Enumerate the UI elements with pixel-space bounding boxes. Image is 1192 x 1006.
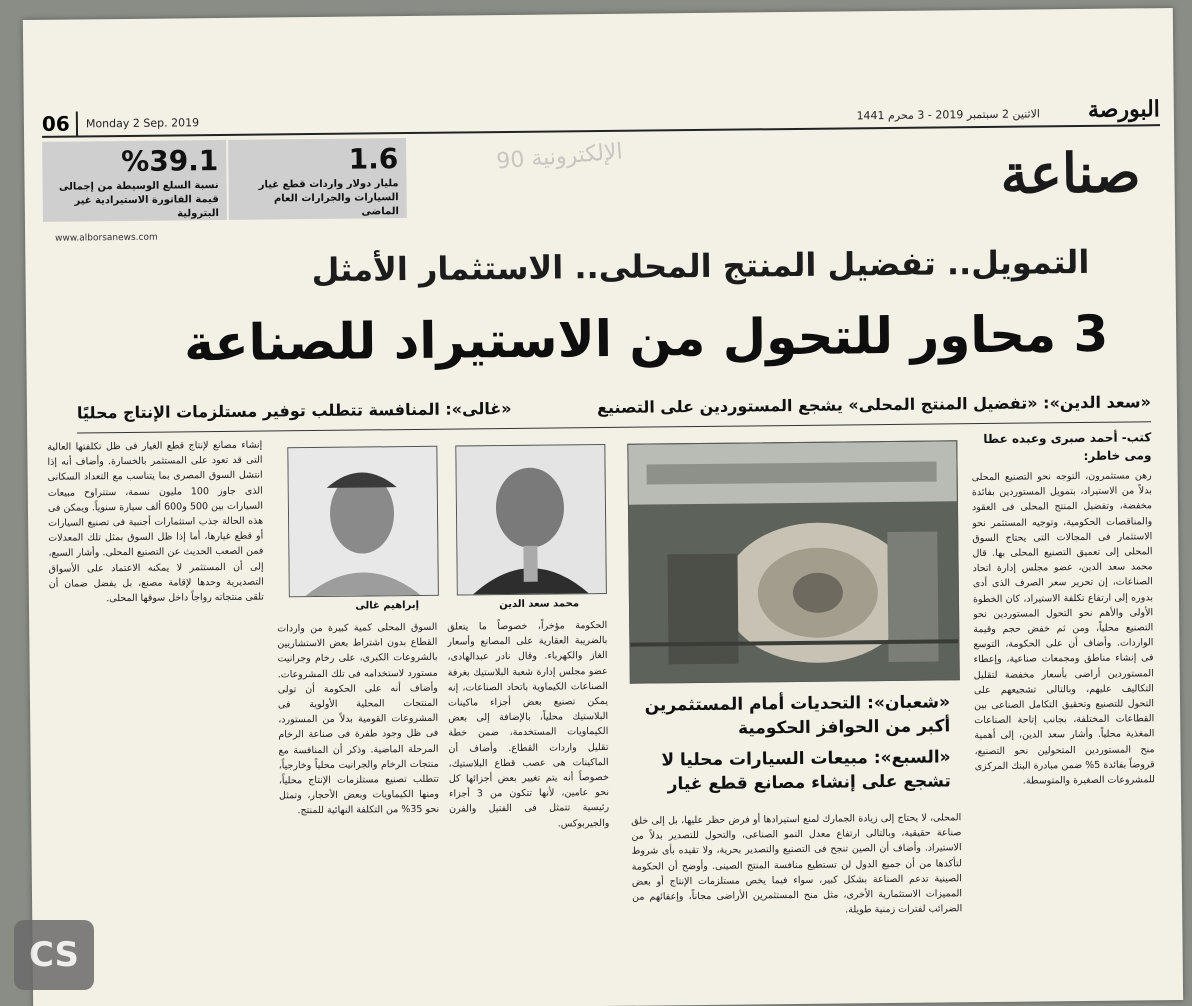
newspaper-page xyxy=(23,8,1183,1006)
stat-label: مليار دولار واردات قطع غيار السيارات والجرارات العام الماضى xyxy=(258,178,399,218)
factory-photo xyxy=(627,440,959,683)
photo-caption-ghaly: إبراهيم غالى xyxy=(355,599,420,612)
portrait-image xyxy=(455,445,606,596)
column-text: إنشاء مصانع لإنتاج قطع الغيار فى ظل تكلفتها العالية التى قد تعود على المستثمر بالخسارة. وأضاف أنه إذا انتشل السوق المصرى بما يتناسب مع التعداد السكانى الذى جاوز 100 مليون نسمة، ستتراوح مبيعات السيارات بين 500 و600 ألف سيارة سنوياً. ويمكن فى هذه الحالة جذب استثمارات أجنبية فى تصنيع السيارات أو قطع غيارها، أما إذا ظل السوق بمثل تلك المعدلات فمن الصعب الحديث عن التصنيع المحلى. وأشار السبع، إلى أن المستثمر لا يمكنه الاعتماد على الأسواق التصديرية وحدها لإقامة مصنع، بل يفضل ضمان أن تلقى منتجاته رواجاً داخل سوقها المحلى. xyxy=(47,439,264,605)
ink-stamp: الإلكترونية 90 xyxy=(495,139,624,175)
byline-authors: كتب- أحمد صبرى وعبده عطا xyxy=(983,430,1152,447)
factory-machinery-image xyxy=(627,441,959,683)
stat-box-spare-parts xyxy=(228,138,407,220)
page-number: 06 xyxy=(42,111,78,135)
column-text: السوق المحلى كمية كبيرة من واردات القطاع بدون اشتراط بعض الاستشاريين بالشروعات الكبرى، على رخام وجرانيت مستورد لاستخدامه فى تلك المشروعات. وأضاف أنه على الحكومة أن تولى المنتجات المحلية الأولوية فى المشروعات القومية بدلاً من المستورد، فى ظل وجود طفرة فى صناعة الرخام المرحلة الماضية. وذكر أن المنافسة مع منتجات الرخام والجرانيت محلياً وخارجياً، تتطلب تصنيع مستلزمات الإنتاج محلياً، ومنها الكيماويات وبعض الأحجار، وتمثل نحو 35% من التكلفة النهائية للمنتج. xyxy=(277,621,440,817)
camscanner-logo: CS xyxy=(14,920,94,990)
column-text: رهن مستثمرون، التوجه نحو التصنيع المحلى بدلاً من الاستيراد، بتمويل المستوردين بفائدة مخفضة، وتفضيل المنتج المحلى فى العقود والمناقصات الحكومية، وتوجيه المستثمر نحو الاستثمار فى المجالات التى يحتاج السوق المحلى إلى تعميق التصنيع المحلى بها. قال محمد سعد الدين، عضو مجلس إدارة اتحاد الصناعات، إن تحرير سعر الصرف الذى أدى بدوره إلى ارتفاع تكلفة الاستيراد، كان الخطوة الأولى والأهم نحو التحول المستوردين نحو التصنيع محلياً، ومن ثم خفض حجم وقيمة الواردات. وأضاف أن على الحكومة، التوسع فى إنشاء مناطق ومجمعات صناعية، وإعطاء المستوردين أراضى بأسعار مخفضة لتقليل التكاليف عليهم، وبالتالى تشجيعهم على التحول للتصنيع وتحقيق التكامل الصناعى بين القطاعات المختلفة، بجانب إتاحة الصناعات المغذية محلياً. وأشار سعد الدين، إلى أهمية منح المستوردين المتحولين نحو التصنيع، قروضاً بفائدة 5% ضمن مبادرة البنك المركزى للمشروعات الصغيرة والمتوسطة. xyxy=(971,470,1155,787)
stat-label: نسبة السلع الوسيطة من إجمالى قيمة الفاتورة الاستيرادية غير البترولية xyxy=(58,180,219,220)
site-url: www.alborsanews.com xyxy=(55,232,158,244)
newspaper-logo: البورصة xyxy=(1087,96,1160,123)
column-text: الحكومة مؤخراً، خصوصاً ما يتعلق بالضريبة العقارية على المصانع وأسعار الغاز والكهرباء. وقال نادر عبدالهادى، عضو مجلس إدارة شعبة البلاستيك بغرفة الصناعات الكيماوية باتحاد الصناعات، إنه يمكن تصنيع بعض أجزاء ماكينات البلاستيك محلياً، بالإضافة إلى بعض الكيماويات المستخدمة، ضمن خطة تقليل واردات القطاع. وأضاف أن الماكينات هى عصب قطاع البلاستيك، خصوصاً أنه يتم تغيير بعض أجزائها كل نحو عامين، لأنها تتكون من 3 أجزاء رئيسية تتمثل فى الفتيل والفرن والجيربوكس. xyxy=(447,619,610,830)
text-column-4 xyxy=(277,620,441,1002)
stat-value: 1.6 xyxy=(348,142,399,176)
subhead-sabaa: «السبع»: مبيعات السيارات محليا لا تشجع على إنشاء مصانع قطع غيار xyxy=(661,747,951,795)
subheads-row xyxy=(77,388,1151,433)
subhead-saad-eldin: «سعد الدين»: «تفضيل المنتج المحلى» يشجع المستوردين على التصنيع xyxy=(596,392,1151,418)
stat-value: %39.1 xyxy=(121,144,219,179)
portrait-photo-ghaly xyxy=(287,446,439,598)
article-kicker: التمويل.. تفضيل المنتج المحلى.. الاستثمار الأمثل xyxy=(311,242,1090,290)
column-text: المحلى، لا يحتاج إلى زيادة الجمارك لمنع استيرادها أو فرض حظر عليها، بل إلى خلق صناعة حقيقية، وبالتالى ارتفاع معدل النمو الصناعى، والتحول للتصدير بدلاً من الاستيراد. وأضاف أن الصين تنجح فى التصنيع والتصدير بحرية، ولا تقيده بأى شروط لتأكدها من أن جميع الدول لن تستطيع منافسة المنتج الصينى. وأوضح أن الحكومة الصينية تدعم الصناعة بشكل كبير، سواء فيما يخص مستلزمات الإنتاج أو بعض المميزات الاستثمارية الأخرى، مثل منح المستثمرين الأراضى مجاناً، وإعفائهم من الضرائب لفترات زمنية طويلة. xyxy=(631,812,963,916)
section-header-band xyxy=(42,130,1161,228)
text-column-3 xyxy=(447,618,611,1000)
text-column-2 xyxy=(631,810,963,1003)
byline xyxy=(971,428,1151,466)
stat-box-intermediate-goods xyxy=(42,140,229,222)
byline-authors-2: ومى خاطر: xyxy=(1083,448,1152,463)
text-column-1 xyxy=(972,468,1157,990)
article-headline: 3 محاور للتحول من الاستيراد للصناعة xyxy=(183,304,1109,373)
section-title: صناعة xyxy=(1000,140,1141,206)
portrait-photo-saad-eldin xyxy=(455,444,607,596)
date-arabic: الاثنين 2 سبتمبر 2019 - 3 محرم 1441 xyxy=(856,107,1040,123)
portrait-image xyxy=(287,447,438,598)
section-title-area xyxy=(406,130,1161,224)
photo-caption-saad-eldin: محمد سعد الدين xyxy=(499,598,580,611)
date-english: Monday 2 Sep. 2019 xyxy=(85,116,200,131)
subhead-ghaly: «غالى»: المنافسة تتطلب توفير مستلزمات الإنتاج محليًا xyxy=(76,398,512,423)
subhead-shaaban: «شعبان»: التحديات أمام المستثمرين أكبر من الحوافز الحكومية xyxy=(644,692,951,739)
text-column-5 xyxy=(47,438,268,1000)
